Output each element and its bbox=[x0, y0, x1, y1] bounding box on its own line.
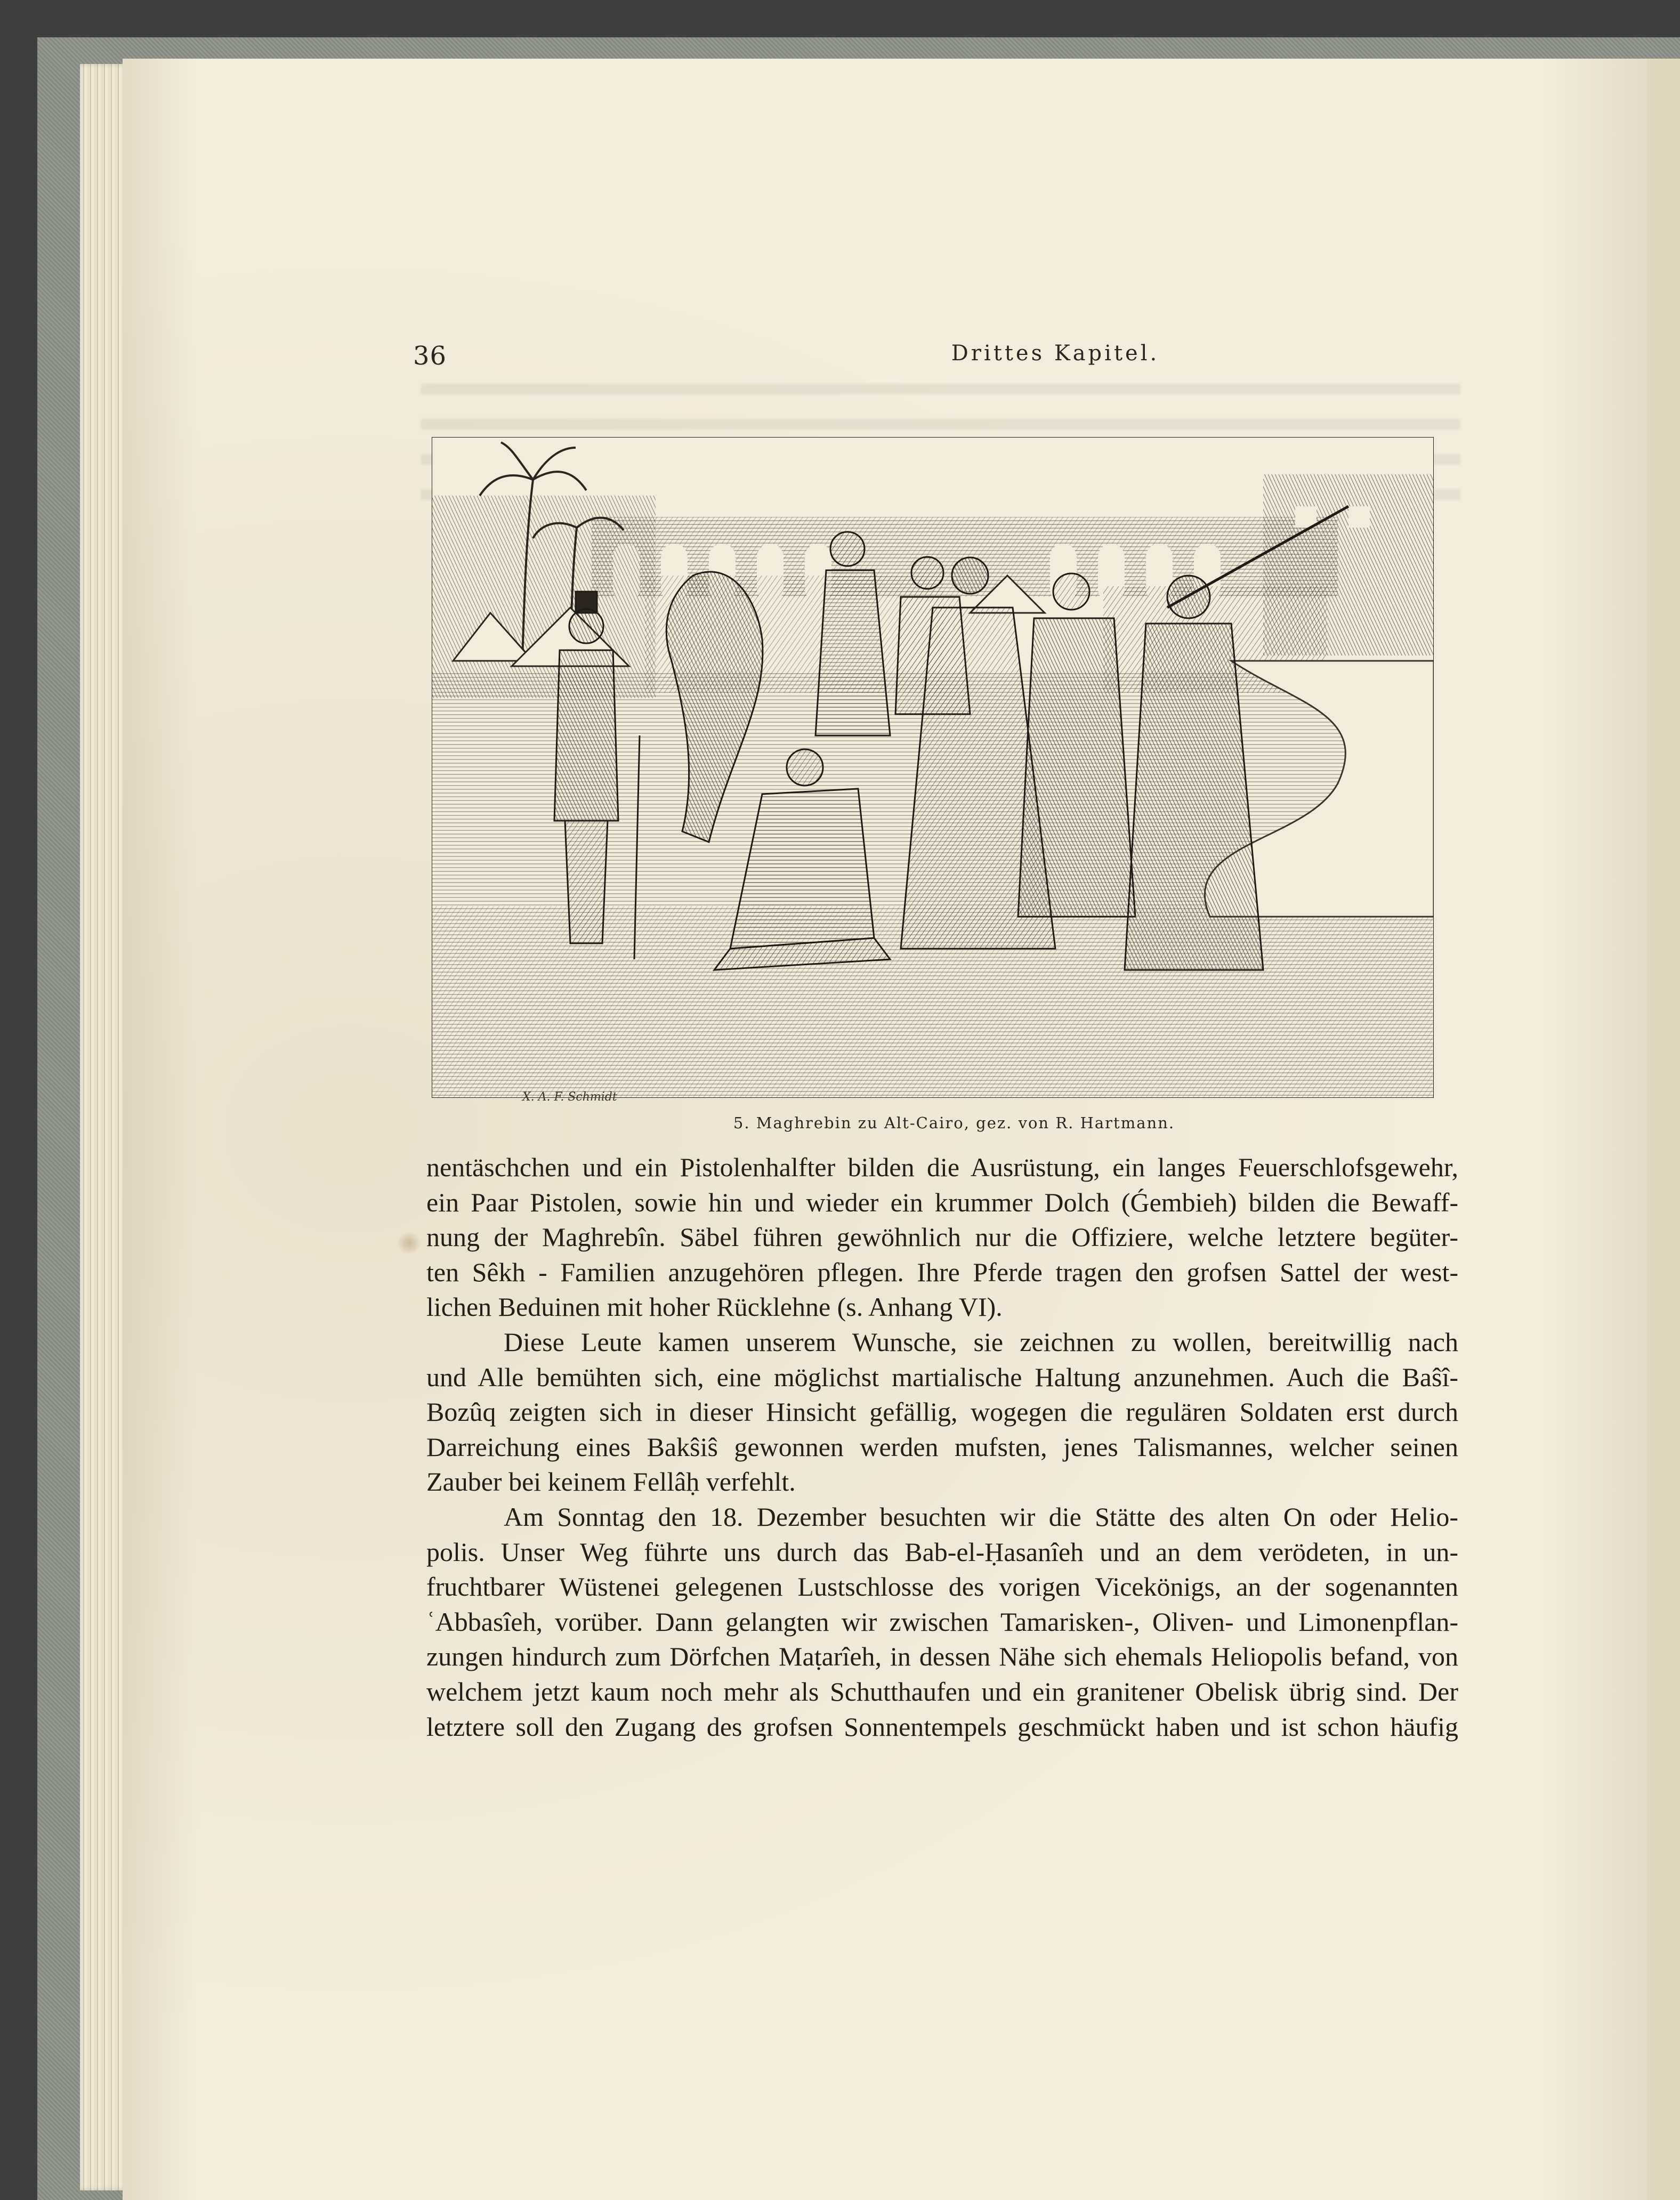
engraving-illustration bbox=[432, 437, 1434, 1098]
text-line: lichen Beduinen mit hoher Rücklehne (s. Anhang VI). bbox=[426, 1292, 1003, 1322]
text-line: zungen hindurch zum Dörfchen Maṭarîeh, in dessen Nähe sich ehemals Heliopolis befand, von bbox=[426, 1641, 1458, 1672]
text-line: nung der Maghrebîn. Säbel führen gewöhnlich nur die Offiziere, welche letztere begüter- bbox=[426, 1222, 1458, 1252]
text-line: Am Sonntag den 18. Dezember besuchten wir die Stätte des alten On oder Helio- bbox=[504, 1501, 1458, 1532]
figure-caption: 5. Maghrebin zu Alt-Cairo, gez. von R. Hartmann. bbox=[733, 1114, 1175, 1132]
chapter-title: Drittes Kapitel. bbox=[951, 341, 1160, 366]
engraver-signature: X. A. F. Schmidt bbox=[522, 1090, 617, 1104]
page-number: 36 bbox=[413, 341, 447, 371]
text-line: letztere soll den Zugang des grofsen Sonnentempels geschmückt haben und ist schon häufig bbox=[426, 1711, 1458, 1742]
text-line: polis. Unser Weg führte uns durch das Bab-el-Ḥasanîeh und an dem verödeten, in un- bbox=[426, 1536, 1458, 1567]
text-line: Bozûq zeigten sich in dieser Hinsicht gefällig, wogegen die regulären Soldaten erst durch bbox=[426, 1397, 1458, 1427]
paper-stain bbox=[397, 1231, 421, 1255]
text-line: und Alle bemühten sich, eine möglichst martialische Haltung anzunehmen. Auch die Baŝî- bbox=[426, 1362, 1458, 1392]
text-line: nentäschchen und ein Pistolenhalfter bilden die Ausrüstung, ein langes Feuerschlofsgewehr, bbox=[426, 1152, 1458, 1182]
text-line: Zauber bei keinem Fellâḥ verfehlt. bbox=[426, 1467, 796, 1497]
text-line: Diese Leute kamen unserem Wunsche, sie zeichnen zu wollen, bereitwillig nach bbox=[504, 1327, 1458, 1357]
text-line: ein Paar Pistolen, sowie hin und wieder ein krummer Dolch (Ǵembieh) bilden die Bewaff- bbox=[426, 1187, 1458, 1217]
engraving-svg bbox=[432, 437, 1434, 1098]
text-line: fruchtbarer Wüstenei gelegenen Lustschlosse des vorigen Vicekönigs, an der sogenannten bbox=[426, 1572, 1458, 1602]
text-line: ten Sêkh - Familien anzugehören pflegen. Ihre Pferde tragen den grofsen Sattel der west- bbox=[426, 1257, 1458, 1287]
text-line: Darreichung eines Bakŝiŝ gewonnen werden mufsten, jenes Talismannes, welcher seinen bbox=[426, 1431, 1458, 1462]
page-right-edge bbox=[1647, 59, 1680, 2200]
text-line: ʿAbbasîeh, vorüber. Dann gelangten wir zwischen Tamarisken-, Oliven- und Limonenpflan- bbox=[426, 1606, 1458, 1637]
text-line: welchem jetzt kaum noch mehr als Schutthaufen und ein granitener Obelisk übrig sind. Der bbox=[426, 1676, 1458, 1706]
body-text bbox=[426, 1150, 1458, 1744]
